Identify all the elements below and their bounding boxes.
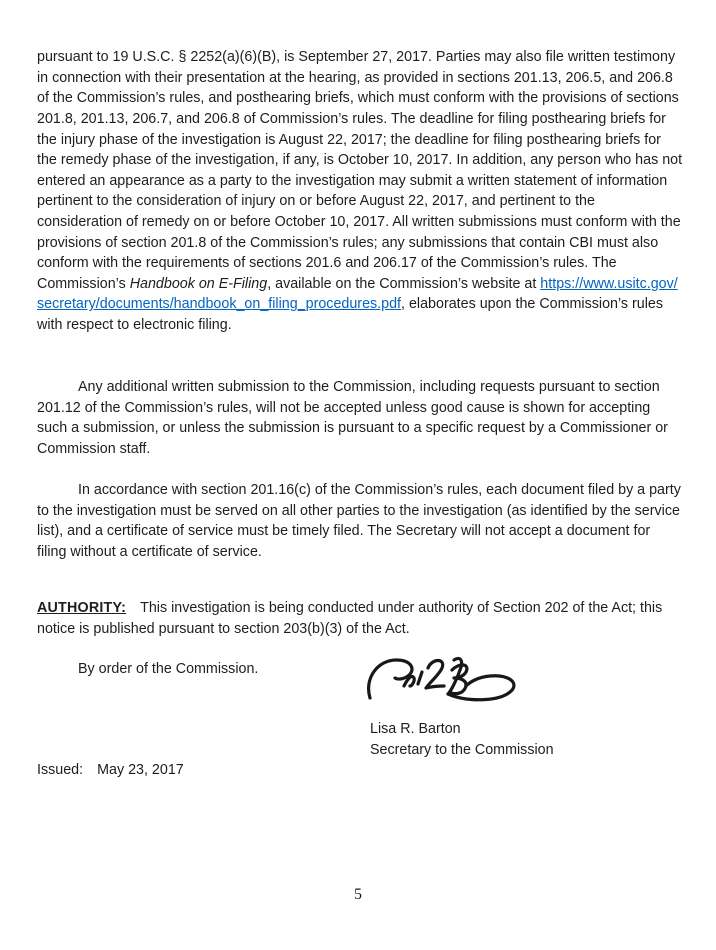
signatory-name: Lisa R. Barton	[370, 721, 461, 737]
by-order-line: By order of the Commission.	[78, 661, 259, 678]
paragraph-text: , available on the Commission’s website at	[267, 275, 541, 292]
written-submission-paragraph: Any additional written submission to the Commission, including requests pursuant to section 201.12 of the Commission’s rules, will not be accepted unless good cause is shown for accepting such a submission, or unless the submission is pursuant to a specific request by a Commissioner or Commission staff.	[37, 379, 668, 458]
certificate-of-service-paragraph: In accordance with section 201.16(c) of the Commission’s rules, each document filed by a party to the investigation must be served on all other parties to the investigation (as identified by the service list), and a certificate of service must be timely filed. The Secretary will not accept a document for filing without a certificate of service.	[37, 482, 681, 561]
handbook-link[interactable]: https://www.usitc.gov/secretary/documents/handbook_on_filing_procedures.pdf	[37, 275, 678, 313]
issued-line	[37, 760, 184, 781]
signature-image	[362, 650, 524, 712]
authority-text: This investigation is being conducted under authority of Section 202 of the Act; this notice is published pursuant to section 203(b)(3) of the Act.	[37, 600, 663, 637]
issued-label: Issued:	[37, 762, 84, 778]
page-number: 5	[354, 886, 362, 903]
continuation-paragraph	[37, 47, 683, 335]
authority-label: AUTHORITY:	[37, 600, 127, 617]
issued-date: May 23, 2017	[97, 762, 184, 778]
paragraph-text: , elaborates upon the Commission’s rules with respect to electronic filing.	[37, 296, 663, 334]
authority-paragraph	[37, 598, 683, 639]
signatory-block	[370, 719, 554, 760]
handbook-title-italic: Handbook on E-Filing	[129, 275, 268, 292]
paragraph-text: pursuant to 19 U.S.C. § 2252(a)(6)(B), is September 27, 2017. Parties may also file written testimony in connection with their presentation at the hearing, as provided in sections 201.13, 206.5, and 206.8 of the Commission’s rules, and posthearing briefs, which must conform with the provisions of sections 201.8, 201.13, 206.7, and 206.8 of Commission’s rules. The deadline for filing posthearing briefs for the injury phase of the investigation is August 22, 2017; the deadline for filing posthearing briefs for the remedy phase of the investigation, if any, is October 10, 2017. In addition, any person who has not entered an appearance as a party to the investigation may submit a written statement of information pertinent to the consideration of injury on or before August 22, 2017, and pertinent to the consideration of remedy on or before October 10, 2017. All written submissions must conform with the provisions of section 201.8 of the Commission’s rules; any submissions that contain CBI must also conform with the requirements of sections 201.6 and 206.17 of the Commission’s rules. The Commission’s	[37, 49, 683, 292]
signatory-title: Secretary to the Commission	[370, 741, 554, 758]
